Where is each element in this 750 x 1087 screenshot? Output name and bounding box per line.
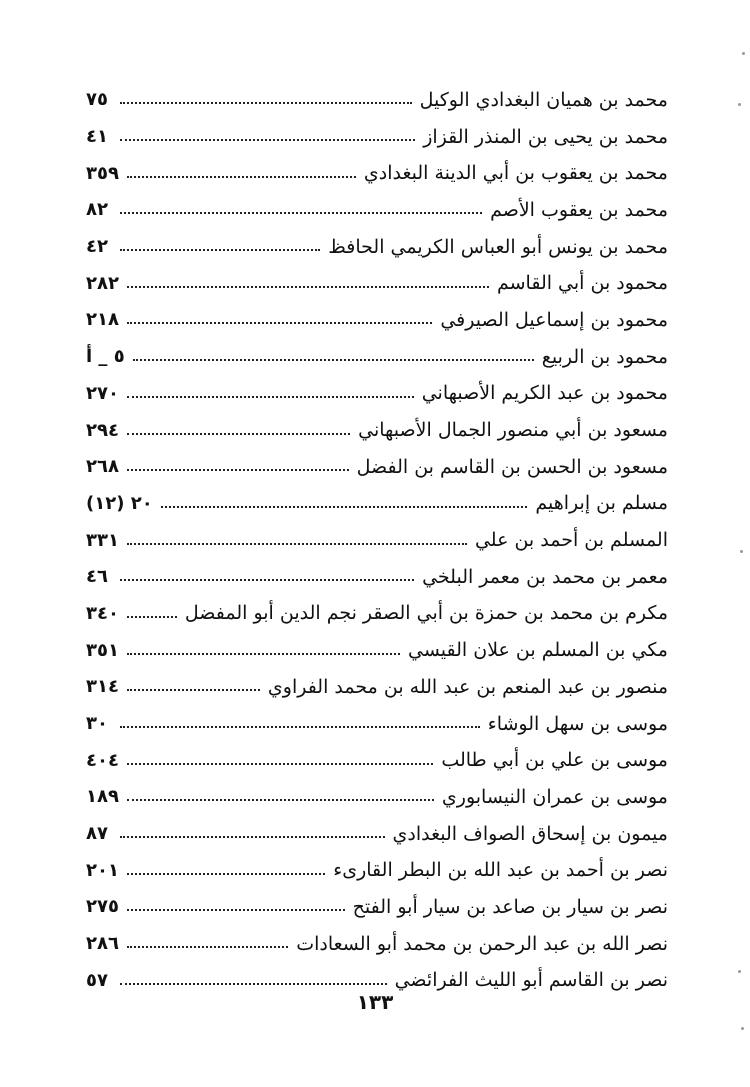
- dot-leader: [120, 830, 385, 838]
- index-entry: [86, 706, 668, 743]
- entry-name: محمود بن إسماعيل الصيرفي: [440, 308, 668, 331]
- entry-name: محمود بن عبد الكريم الأصبهاني: [421, 382, 668, 405]
- index-entry: [86, 119, 668, 156]
- entry-page-number: ٣٥١: [86, 639, 119, 661]
- entry-page-number: ٢٨٦: [86, 933, 119, 955]
- scan-speck: [741, 1027, 744, 1030]
- entry-name: محمود بن الربيع: [541, 345, 668, 368]
- dot-leader: [127, 427, 350, 435]
- scan-speck: [738, 103, 741, 106]
- dot-leader: [127, 537, 467, 545]
- dot-leader: [120, 243, 320, 251]
- scan-speck: [738, 970, 741, 973]
- index-entry: [86, 302, 668, 339]
- entry-name: المسلم بن أحمد بن علي: [474, 529, 668, 552]
- index-entry: [86, 669, 668, 706]
- index-entry: [86, 192, 668, 229]
- entry-page-number: ٣٣١: [86, 529, 119, 551]
- index-entry: [86, 486, 668, 523]
- entry-name: مكرم بن محمد بن حمزة بن أبي الصقر نجم الدين أبو المفضل: [184, 602, 668, 625]
- entry-page-number: ٣٥٩: [86, 162, 119, 184]
- dot-leader: [127, 793, 434, 801]
- index-entry: [86, 889, 668, 926]
- entry-name: نصر بن أحمد بن عبد الله بن البطر القارىء: [333, 859, 668, 882]
- index-entry: [86, 82, 668, 119]
- entry-page-number: ٢٨٢: [86, 272, 119, 294]
- dot-leader: [127, 610, 177, 618]
- entry-page-number: ٥ _ أ: [86, 346, 125, 368]
- entry-page-number: ٥٧: [86, 969, 108, 991]
- dot-leader: [120, 96, 412, 104]
- entry-name: ميمون بن إسحاق الصواف البغدادي: [392, 822, 668, 845]
- index-entry: [86, 926, 668, 963]
- index-entry: [86, 265, 668, 302]
- entry-name: موسى بن سهل الوشاء: [487, 712, 668, 735]
- entry-name: مسعود بن أبي منصور الجمال الأصبهاني: [358, 419, 668, 442]
- scan-speck: [742, 52, 745, 55]
- dot-leader: [127, 170, 356, 178]
- page-number: ١٣٣: [356, 990, 394, 1014]
- entry-name: محمد بن يعقوب الأصم: [490, 198, 668, 221]
- entry-page-number: ٢٩٤: [86, 419, 119, 441]
- index-entry: [86, 632, 668, 669]
- dot-leader: [120, 206, 482, 214]
- index-entry: [86, 449, 668, 486]
- entry-name: محمد بن يونس أبو العباس الكريمي الحافظ: [328, 235, 668, 258]
- index-entry: [86, 522, 668, 559]
- entry-page-number: ٧٥: [86, 89, 108, 111]
- entry-name: موسى بن عمران النيسابوري: [441, 785, 668, 808]
- index-entry: [86, 816, 668, 853]
- entry-page-number: ٢١٨: [86, 309, 119, 331]
- dot-leader: [127, 867, 325, 875]
- entry-name: موسى بن علي بن أبي طالب: [441, 749, 668, 772]
- entry-name: نصر الله بن عبد الرحمن بن محمد أبو السعادات: [296, 932, 668, 955]
- index-entry: [86, 229, 668, 266]
- entry-name: منصور بن عبد المنعم بن عبد الله بن محمد الفراوي: [267, 675, 668, 698]
- dot-leader: [127, 757, 433, 765]
- dot-leader: [127, 390, 414, 398]
- entry-page-number: ٨٢: [86, 199, 108, 221]
- entry-name: معمر بن محمد بن معمر البلخي: [422, 565, 668, 588]
- entry-page-number: ٤٢: [86, 236, 108, 258]
- name-index-list: [86, 82, 668, 999]
- index-entry: [86, 779, 668, 816]
- entry-page-number: ٣٠: [86, 713, 108, 735]
- entry-page-number: ٣٤٠: [86, 602, 119, 624]
- dot-leader: [127, 903, 345, 911]
- entry-page-number: ٢٠ (١٢): [86, 492, 153, 514]
- entry-page-number: ٨٧: [86, 823, 108, 845]
- entry-name: نصر بن القاسم أبو الليث الفرائضي: [394, 969, 668, 992]
- entry-page-number: ٣١٤: [86, 676, 119, 698]
- entry-page-number: ٢٧٠: [86, 382, 119, 404]
- scan-speck: [740, 550, 743, 553]
- index-entry: [86, 559, 668, 596]
- index-entry: [86, 339, 668, 376]
- index-entry: [86, 155, 668, 192]
- entry-name: محمد بن يحيى بن المنذر القزاز: [423, 125, 668, 148]
- dot-leader: [127, 647, 400, 655]
- dot-leader: [120, 977, 387, 985]
- entry-page-number: ١٨٩: [86, 786, 119, 808]
- entry-page-number: ٢٧٥: [86, 896, 119, 918]
- entry-name: محمد بن هميان البغدادي الوكيل: [419, 88, 668, 111]
- index-entry: [86, 852, 668, 889]
- entry-name: مسلم بن إبراهيم: [535, 492, 668, 515]
- entry-page-number: ٢٠١: [86, 859, 119, 881]
- entry-page-number: ٤٦: [86, 566, 108, 588]
- index-entry: [86, 412, 668, 449]
- dot-leader: [161, 500, 528, 508]
- dot-leader: [127, 463, 349, 471]
- index-entry: [86, 596, 668, 633]
- entry-page-number: ٤٠٤: [86, 749, 119, 771]
- entry-name: محمد بن يعقوب بن أبي الدينة البغدادي: [363, 162, 668, 185]
- entry-page-number: ٢٦٨: [86, 456, 119, 478]
- dot-leader: [133, 353, 534, 361]
- entry-name: نصر بن سيار بن صاعد بن سيار أبو الفتح: [352, 895, 668, 918]
- dot-leader: [127, 316, 432, 324]
- entry-page-number: ٤١: [86, 126, 108, 148]
- entry-name: مسعود بن الحسن بن القاسم بن الفضل: [356, 455, 668, 478]
- entry-name: محمود بن أبي القاسم: [496, 272, 668, 295]
- dot-leader: [127, 940, 288, 948]
- dot-leader: [120, 720, 480, 728]
- dot-leader: [127, 683, 260, 691]
- dot-leader: [120, 573, 414, 581]
- entry-name: مكي بن المسلم بن علان القيسي: [408, 639, 668, 662]
- dot-leader: [120, 133, 415, 141]
- index-entry: [86, 742, 668, 779]
- index-entry: [86, 376, 668, 413]
- dot-leader: [127, 280, 489, 288]
